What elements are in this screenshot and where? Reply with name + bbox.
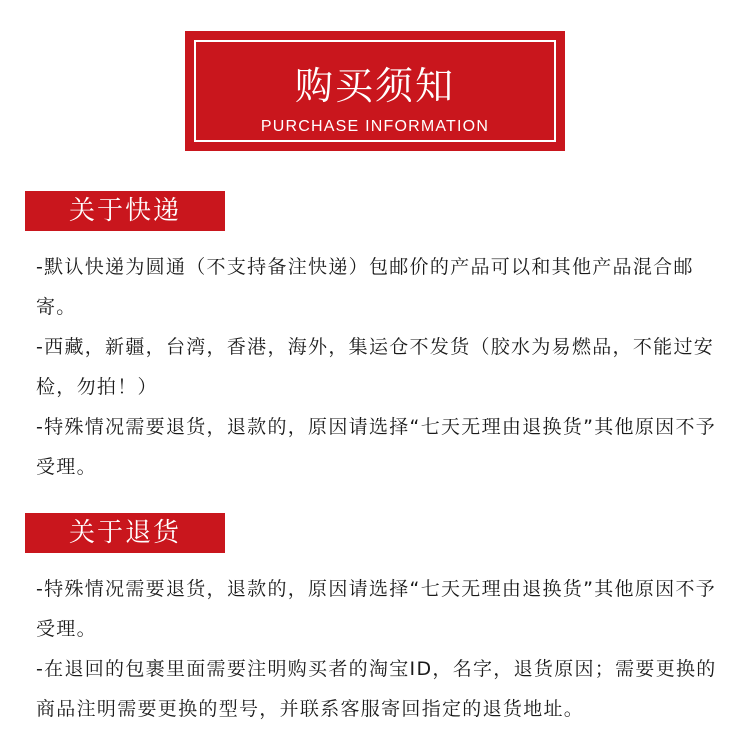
shipping-paragraph-1: -默认快递为圆通（不支持备注快递）包邮价的产品可以和其他产品混合邮寄。 <box>36 256 694 318</box>
banner-subtitle: PURCHASE INFORMATION <box>260 118 490 135</box>
shipping-paragraph-3: -特殊情况需要退货，退款的，原因请选择“七天无理由退换货”其他原因不予受理。 <box>36 416 717 478</box>
returns-paragraph-2: -在退回的包裹里面需要注明购买者的淘宝ID，名字，退货原因；需要更换的商品注明需要更换的型号，并联系客服寄回指定的退货地址。 <box>36 658 717 720</box>
section-heading-returns: 关于退货 <box>25 513 225 553</box>
returns-paragraph-1: -特殊情况需要退货，退款的，原因请选择“七天无理由退换货”其他原因不予受理。 <box>36 578 717 640</box>
banner-title: 购买须知 <box>294 64 455 108</box>
shipping-paragraph-2: -西藏，新疆，台湾，香港，海外，集运仓不发货（胶水为易燃品，不能过安检，勿拍！） <box>36 336 715 398</box>
purchase-info-banner <box>185 31 565 151</box>
section-heading-shipping: 关于快递 <box>25 191 225 231</box>
banner-frame <box>194 40 556 142</box>
